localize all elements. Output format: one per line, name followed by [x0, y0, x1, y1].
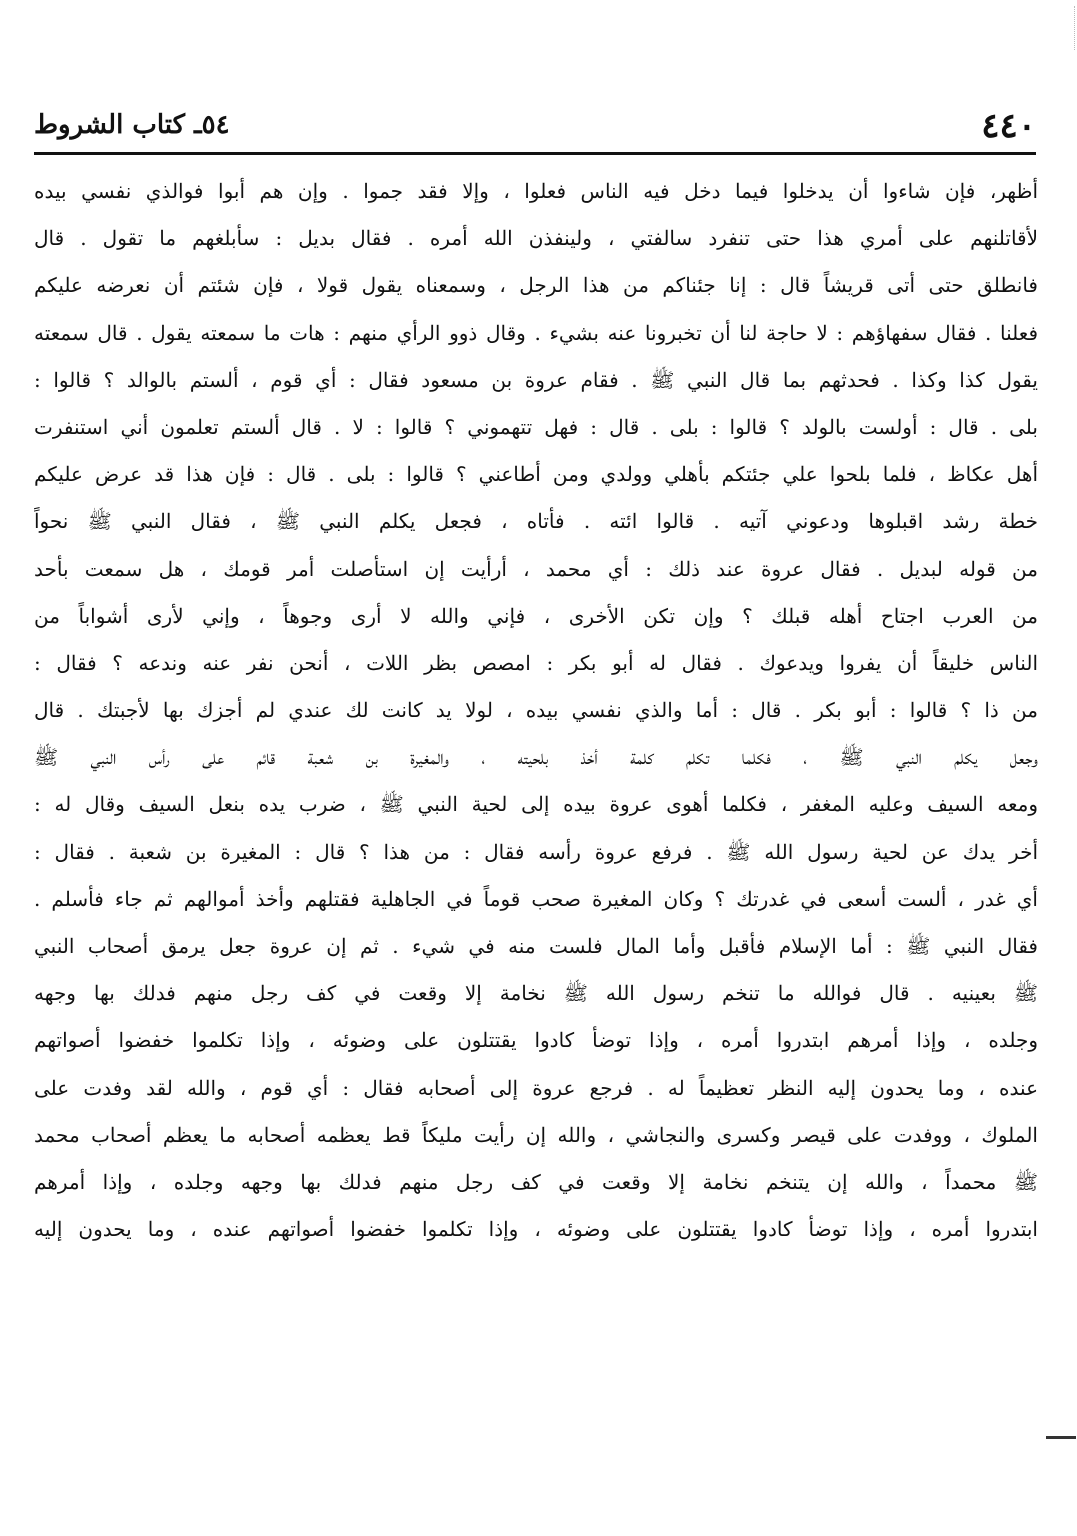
text-line: ومعه السيف وعليه المغفر ، فكلما أهوى عروة بيده إلى لحية النبي ﷺ ، ضرب يده بنعل السيف وقال له : — [34, 792, 1038, 817]
text-line: عنده ، وما يحدون إليه النظر تعظيماً له . فرجع عروة إلى أصحابه فقال : أي قوم ، والله لقد وفدت على — [34, 1075, 1038, 1100]
text-line: فانطلق حتى أتى قريشاً قال : إنا جئناكم من هذا الرجل ، وسمعناه يقول قولا ، فإن شئتم أن نعرضه عليكم — [34, 273, 1038, 298]
text-line: الناس خليقاً أن يفروا ويدعوك . فقال له أبو بكر : امصص بظر اللات ، أنحن نفر عنه وندعه ؟ فقال : — [34, 650, 1038, 675]
text-line: من العرب اجتاح أهله قبلك ؟ وإن تكن الأخرى ، فإني والله لا أرى وجوهاً ، وإني لأرى أشواباً من — [34, 603, 1038, 628]
page-number: ٤٤٠ — [981, 106, 1036, 146]
text-line: فعلنا . فقال سفهاؤهم : لا حاجة لنا أن تخبرونا عنه بشيء . وقال ذوو الرأي منهم : هات ما سمعته يقول . قال سمعته — [34, 320, 1038, 345]
text-line: بلى . قال : أولست بالولد ؟ قالوا : بلى . قال : فهل تتهموني ؟ قالوا : لا . قال ألستم تعلمون أني استنفرت — [34, 414, 1038, 439]
text-line: ﷺ بعينيه . قال فوالله ما تنخم رسول الله ﷺ نخامة إلا وقعت في كف رجل منهم فدلك بها وجهه — [34, 981, 1038, 1006]
text-line: أخر يدك عن لحية رسول الله ﷺ . فرفع عروة رأسه فقال : من هذا ؟ قال : المغيرة بن شعبة . فقال : — [34, 839, 1038, 864]
text-line: ابتدروا أمره ، وإذا توضأ كادوا يقتتلون على وضوئه ، وإذا تكلموا خفضوا أصواتهم عنده ، وما يحدون إليه — [34, 1217, 1038, 1242]
text-line: أظهر، فإن شاءوا أن يدخلوا فيما دخل فيه الناس فعلوا ، وإلا فقد جموا . وإن هم أبوا فوالذي نفسي بيده — [34, 179, 1038, 203]
text-line: وجعل يكلم النبي ﷺ ، فكلما تكلم كلمة أخذ بلحيته ، والمغيرة بن شعبة قائم على رأس النبي ﷺ — [34, 745, 1038, 770]
text-line: الملوك ، ووفدت على قيصر وكسرى والنجاشي ، والله إن رأيت مليكاً قط يعظمه أصحابه ما يعظم أصحاب محمد — [34, 1122, 1038, 1147]
header-divider — [34, 152, 1036, 155]
text-line: لأقاتلنهم على أمري هذا حتى تنفرد سالفتي ، ولينفذن الله أمره . فقال بديل : سأبلغهم ما تقول . قال — [34, 226, 1038, 251]
page-header — [34, 96, 1036, 152]
text-line: من قوله لبديل . فقال عروة عند ذلك : أي محمد ، أرأيت إن استأصلت أمر قومك ، هل سمعت بأحد — [34, 556, 1038, 581]
text-line: خطة رشد اقبلوها ودعوني آتيه . قالوا ائته . فأتاه ، فجعل يكلم النبي ﷺ ، فقال النبي ﷺ نحواً — [34, 509, 1038, 534]
text-line: يقول كذا وكذا . فحدثهم بما قال النبي ﷺ . فقام عروة بن مسعود فقال : أي قوم ، ألستم بالوالد ؟ قالوا : — [34, 367, 1038, 392]
text-line: وجلده ، وإذا أمرهم ابتدروا أمره ، وإذا توضأ كادوا يقتتلون على وضوئه ، وإذا تكلموا خفضوا أصواتهم — [34, 1028, 1038, 1053]
text-line: من ذا ؟ قالوا : أبو بكر . قال : أما والذي نفسي بيده ، لولا يد كانت لك عندي لم أجزك بها لأجبتك . قال — [34, 698, 1038, 723]
text-line: ﷺ محمداً ، والله إن يتنخم نخامة إلا وقعت في كف رجل منهم فدلك بها وجهه وجلده ، وإذا أمرهم — [34, 1169, 1038, 1194]
text-line: أي غدر ، ألست أسعى في غدرتك ؟ وكان المغيرة صحب قوماً في الجاهلية فقتلهم وأخذ أموالهم ثم جاء فأسلم . — [34, 886, 1038, 911]
chapter-title: ٥٤ـ كتاب الشروط — [34, 110, 230, 140]
scan-edge-artifact — [1060, 6, 1075, 50]
text-line: فقال النبي ﷺ : أما الإسلام فأقبل وأما المال فلست منه في شيء . ثم إن عروة جعل يرمق أصحاب النبي — [34, 934, 1038, 958]
text-line: أهل عكاظ ، فلما بلحوا علي جئتكم بأهلي وولدي ومن أطاعني ؟ قالوا : بلى . قال : فإن هذا قد عرض عليكم — [34, 462, 1038, 487]
body-text — [34, 168, 1038, 1253]
margin-mark — [1046, 1436, 1076, 1439]
